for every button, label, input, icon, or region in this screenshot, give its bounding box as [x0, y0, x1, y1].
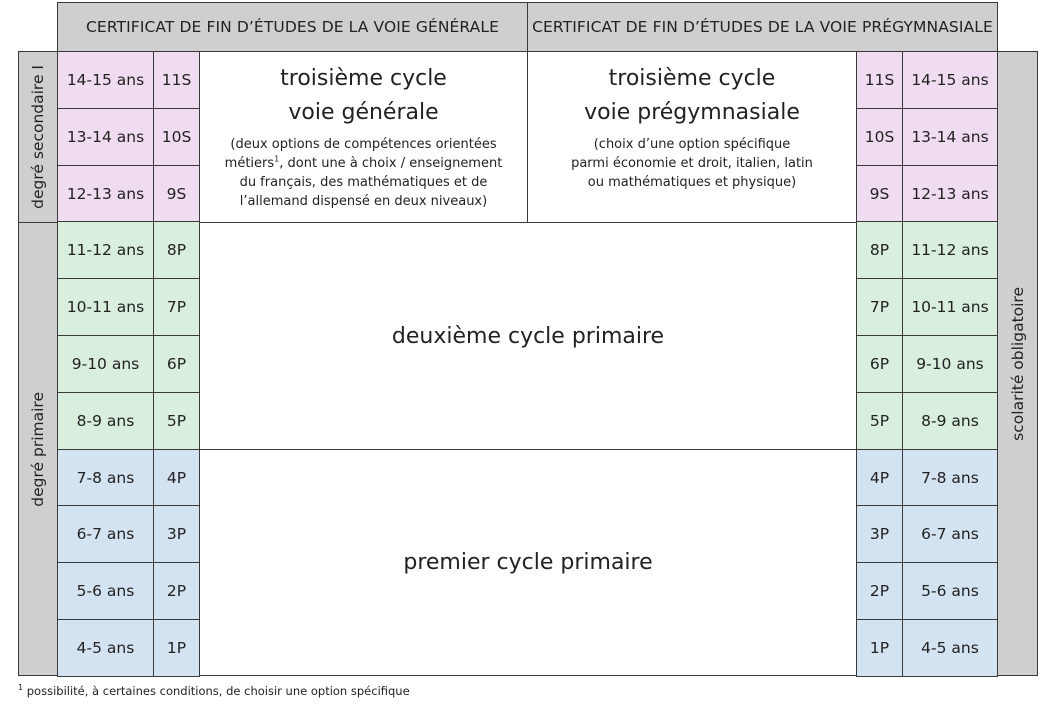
side-label-mandatory-text: scolarité obligatoire [1008, 286, 1027, 441]
right-age-label: 11-12 ans [911, 241, 989, 259]
right-grade-cell [856, 562, 903, 620]
right-grade-cell [856, 335, 903, 393]
left-grade-label: 6P [166, 355, 187, 373]
left-grade-cell [153, 619, 200, 677]
cycle-third-general-line2: voie générale [288, 100, 439, 126]
left-age-cell [57, 165, 154, 222]
right-grade-cell [856, 619, 903, 677]
right-grade-cell [856, 392, 903, 450]
cycle-third-pregym-line2: voie prégymnasiale [584, 100, 800, 126]
cycle-second-primary-label: deuxième cycle primaire [391, 323, 665, 349]
header-voie-pregymnasiale-label: CERTIFICAT DE FIN D’ÉTUDES DE LA VOIE PRÉGYMNASIALE [532, 18, 993, 36]
left-grade-label: 4P [166, 468, 187, 487]
right-age-label: 12-13 ans [911, 184, 989, 203]
left-age-cell [57, 51, 154, 109]
left-age-label: 13-14 ans [66, 128, 145, 146]
side-label-secondary [18, 51, 58, 223]
left-age-cell [57, 505, 154, 563]
right-grade-cell [856, 108, 903, 166]
left-grade-label: 2P [166, 582, 187, 600]
left-age-label: 11-12 ans [66, 241, 145, 259]
left-age-cell [57, 221, 154, 279]
cycle-third-general-title [280, 62, 447, 130]
left-age-cell [57, 562, 154, 620]
left-age-label: 12-13 ans [66, 184, 145, 203]
cycle-third-general-desc-b1: métiers [224, 156, 275, 172]
footnote-text: possibilité, à certaines conditions, de choisir une option spécifique [23, 684, 410, 698]
right-grade-label: 6P [869, 355, 890, 373]
right-age-cell [902, 619, 998, 677]
right-age-label: 14-15 ans [911, 71, 989, 89]
left-age-cell [57, 335, 154, 393]
footnote [18, 684, 410, 698]
left-age-label: 5-6 ans [76, 582, 135, 600]
right-age-cell [902, 335, 998, 393]
footnote-number: 1 [18, 683, 24, 693]
left-grade-label: 1P [166, 639, 187, 657]
right-grade-cell [856, 165, 903, 222]
right-age-label: 9-10 ans [916, 355, 984, 373]
side-label-mandatory [997, 51, 1038, 676]
left-grade-label: 9S [166, 184, 187, 203]
left-grade-cell [153, 392, 200, 450]
right-grade-label: 7P [869, 298, 890, 316]
cycle-third-general-desc-d: l’allemand dispensé en deux niveaux) [239, 193, 488, 209]
left-grade-cell [153, 449, 200, 506]
left-grade-label: 10S [161, 128, 192, 146]
right-grade-label: 4P [869, 468, 890, 487]
right-age-cell [902, 51, 998, 109]
side-label-secondary-text: degré secondaire I [29, 65, 47, 209]
left-grade-label: 11S [161, 71, 192, 89]
right-age-cell [902, 165, 998, 222]
right-grade-label: 11S [864, 71, 895, 89]
left-age-label: 10-11 ans [66, 298, 145, 316]
left-grade-cell [153, 335, 200, 393]
right-age-label: 10-11 ans [911, 298, 989, 316]
left-age-cell [57, 619, 154, 677]
left-age-label: 14-15 ans [66, 71, 145, 89]
cycle-third-general-desc-c: du français, des mathématiques et de [239, 174, 488, 190]
left-age-cell [57, 392, 154, 450]
side-label-primary [18, 222, 58, 676]
left-age-label: 7-8 ans [76, 468, 135, 487]
cycle-third-general-description [225, 136, 503, 211]
left-age-label: 9-10 ans [71, 355, 140, 373]
cycle-third-general [199, 51, 528, 223]
right-grade-label: 2P [869, 582, 890, 600]
right-age-cell [902, 562, 998, 620]
right-age-cell [902, 449, 998, 506]
cycle-first-primary [199, 449, 857, 676]
left-grade-label: 8P [166, 241, 187, 259]
left-age-label: 4-5 ans [76, 639, 135, 657]
right-grade-label: 1P [869, 639, 890, 657]
right-age-label: 4-5 ans [921, 639, 979, 657]
left-grade-cell [153, 221, 200, 279]
cycle-third-pregym-desc-b: parmi économie et droit, italien, latin [571, 156, 813, 172]
header-voie-generale-label: CERTIFICAT DE FIN D’ÉTUDES DE LA VOIE GÉNÉRALE [86, 18, 499, 36]
right-grade-cell [856, 505, 903, 563]
cycle-third-general-desc-b [225, 155, 503, 174]
right-grade-label: 8P [869, 241, 890, 259]
left-grade-cell [153, 562, 200, 620]
right-grade-cell [856, 449, 903, 506]
left-grade-cell [153, 505, 200, 563]
right-age-label: 6-7 ans [921, 525, 979, 543]
left-age-cell [57, 278, 154, 336]
left-grade-label: 3P [166, 525, 187, 543]
right-grade-label: 10S [864, 128, 895, 146]
cycle-third-pregym-description [571, 136, 813, 193]
right-grade-cell [856, 221, 903, 279]
right-age-label: 5-6 ans [921, 582, 979, 600]
right-age-cell [902, 392, 998, 450]
right-age-cell [902, 278, 998, 336]
side-label-primary-text: degré primaire [29, 391, 47, 507]
cycle-third-pregym-desc-a: (choix d’une option spécifique [593, 137, 791, 153]
header-voie-pregymnasiale [527, 2, 998, 52]
left-grade-cell [153, 278, 200, 336]
right-age-label: 13-14 ans [911, 128, 989, 146]
header-voie-generale [57, 2, 528, 52]
cycle-third-general-desc-b2: , dont une à choix / enseignement [279, 156, 503, 172]
left-age-cell [57, 449, 154, 506]
left-age-cell [57, 108, 154, 166]
cycle-third-pregymnasiale [527, 51, 857, 223]
cycle-third-pregym-line1: troisième cycle [608, 66, 776, 91]
left-grade-cell [153, 51, 200, 109]
left-grade-cell [153, 108, 200, 166]
cycle-second-primary [199, 222, 857, 450]
right-age-label: 7-8 ans [921, 468, 979, 487]
cycle-first-primary-label: premier cycle primaire [403, 550, 653, 575]
right-age-cell [902, 108, 998, 166]
cycle-third-general-line1: troisième cycle [280, 66, 447, 91]
right-age-cell [902, 505, 998, 563]
cycle-third-pregym-desc-c: ou mathématiques et physique) [587, 174, 797, 190]
right-grade-label: 9S [869, 184, 890, 203]
right-grade-label: 3P [869, 525, 890, 543]
left-grade-label: 5P [166, 412, 187, 430]
left-age-label: 8-9 ans [76, 412, 135, 430]
right-age-label: 8-9 ans [921, 412, 979, 430]
left-age-label: 6-7 ans [76, 525, 135, 543]
cycle-third-pregym-title [584, 62, 800, 130]
footnote-marker: 1 [274, 154, 280, 164]
left-grade-cell [153, 165, 200, 222]
right-grade-label: 5P [869, 412, 890, 430]
right-grade-cell [856, 278, 903, 336]
right-grade-cell [856, 51, 903, 109]
cycle-third-general-desc-a: (deux options de compétences orientées [230, 137, 497, 153]
right-age-cell [902, 221, 998, 279]
left-grade-label: 7P [166, 298, 187, 316]
